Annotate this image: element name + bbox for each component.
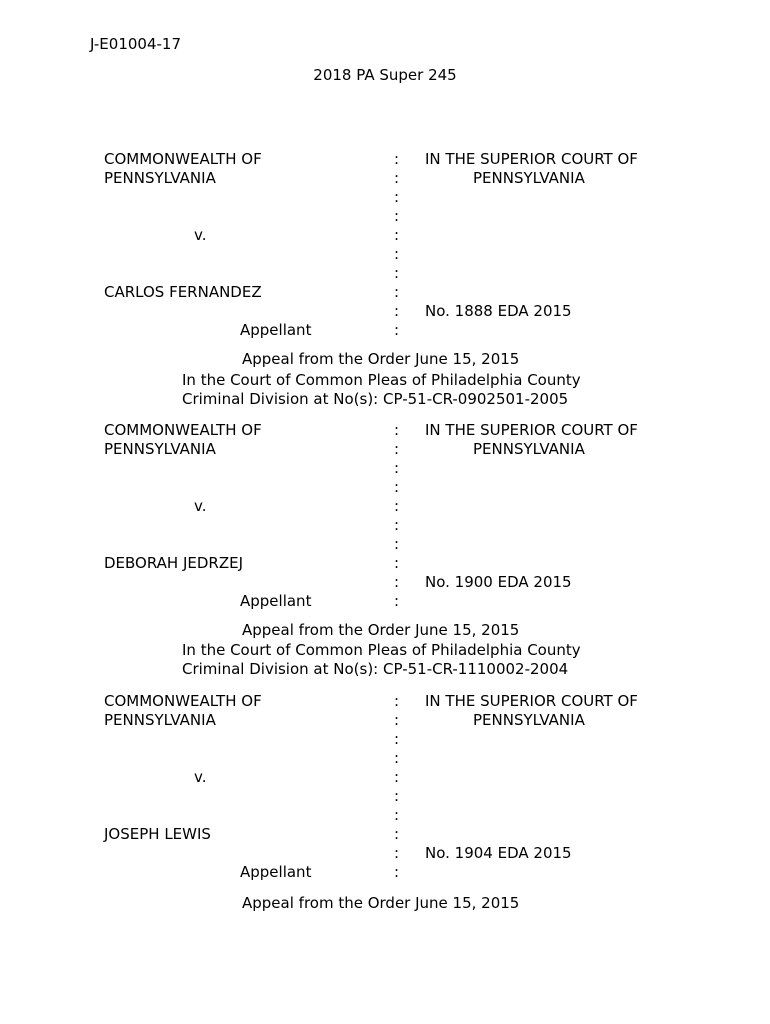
case-caption-1 xyxy=(0,150,770,350)
case-caption-3 xyxy=(0,692,770,892)
plaintiff-line-2: PENNSYLVANIA xyxy=(104,169,216,187)
appeal-line-1: Appeal from the Order June 15, 2015 xyxy=(242,621,520,639)
plaintiff-line-1: COMMONWEALTH OF xyxy=(104,421,262,439)
appeal-line-2: In the Court of Common Pleas of Philadelphia County xyxy=(182,371,581,389)
colon-separator: : : : : : : : : : : xyxy=(394,421,400,610)
case-docket-number: No. 1900 EDA 2015 xyxy=(425,573,572,591)
appellant-label: Appellant xyxy=(240,321,312,339)
appeal-line-3: Criminal Division at No(s): CP-51-CR-0902501-2005 xyxy=(182,390,569,408)
court-line-1: IN THE SUPERIOR COURT OF xyxy=(425,421,638,439)
plaintiff-line-1: COMMONWEALTH OF xyxy=(104,692,262,710)
plaintiff-line-1: COMMONWEALTH OF xyxy=(104,150,262,168)
plaintiff-line-2: PENNSYLVANIA xyxy=(104,440,216,458)
citation: 2018 PA Super 245 xyxy=(313,66,457,84)
appellant-label: Appellant xyxy=(240,592,312,610)
appeal-line-2: In the Court of Common Pleas of Philadelphia County xyxy=(182,641,581,659)
defendant-name: DEBORAH JEDRZEJ xyxy=(104,554,244,572)
appeal-line-1: Appeal from the Order June 15, 2015 xyxy=(242,894,520,912)
court-line-2: PENNSYLVANIA xyxy=(473,440,585,458)
court-line-2: PENNSYLVANIA xyxy=(473,169,585,187)
court-line-2: PENNSYLVANIA xyxy=(473,711,585,729)
defendant-name: CARLOS FERNANDEZ xyxy=(104,283,262,301)
colon-separator: : : : : : : : : : : xyxy=(394,692,400,881)
colon-separator: : : : : : : : : : : xyxy=(394,150,400,339)
appeal-line-1: Appeal from the Order June 15, 2015 xyxy=(242,350,520,368)
court-line-1: IN THE SUPERIOR COURT OF xyxy=(425,150,638,168)
defendant-name: JOSEPH LEWIS xyxy=(104,825,211,843)
court-line-1: IN THE SUPERIOR COURT OF xyxy=(425,692,638,710)
case-docket-number: No. 1904 EDA 2015 xyxy=(425,844,572,862)
versus-label: v. xyxy=(194,226,207,244)
plaintiff-line-2: PENNSYLVANIA xyxy=(104,711,216,729)
appeal-line-3: Criminal Division at No(s): CP-51-CR-1110002-2004 xyxy=(182,660,569,678)
versus-label: v. xyxy=(194,497,207,515)
case-docket-number: No. 1888 EDA 2015 xyxy=(425,302,572,320)
appellant-label: Appellant xyxy=(240,863,312,881)
case-caption-2 xyxy=(0,421,770,621)
versus-label: v. xyxy=(194,768,207,786)
docket-number: J-E01004-17 xyxy=(90,35,181,53)
